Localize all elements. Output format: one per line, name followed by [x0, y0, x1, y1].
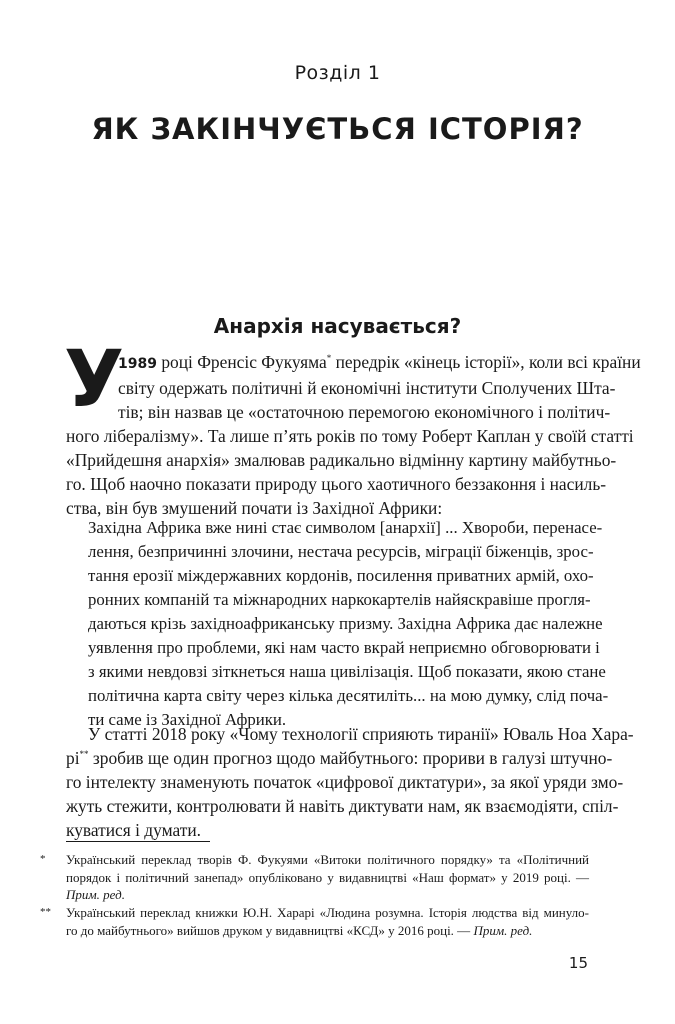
footnote-mark: *: [40, 853, 46, 865]
quote-line: лення, безпричинні злочини, нестача ресурсів, міграції біженців, зрос-: [88, 542, 594, 561]
footnote-line: [66, 886, 589, 904]
quote-line: Західна Африка вже нині стає символом [анархії] ... Хвороби, перенасе-: [88, 518, 603, 537]
harari-line-3: го інтелекту знаменують початок «цифрової диктатури», за якої уряди змо-: [66, 772, 624, 792]
footnote-line: Український переклад творів Ф. Фукуями «Витоки політичного порядку» та «Політичний: [66, 852, 589, 867]
harari-line-5: куватися і думати.: [66, 820, 202, 840]
intro-line-1-after: передрік «кінець історії», коли всі країни: [331, 352, 641, 372]
quote-line: з якими невдовзі зіткнеться наша цивілізація. Щоб показати, якою стане: [88, 662, 606, 681]
chapter-label: Розділ 1: [294, 62, 381, 84]
footnote-line: порядок і політичний занепад» опубліковано у видавництві «Наш формат» у 2019 році. —: [66, 869, 589, 885]
harari-line-2-text: зробив ще один прогноз щодо майбутнього: прориви в галузі штучно-: [88, 748, 613, 768]
quote-line: уявлення про проблеми, які нам часто вкрай неприємно обговорювати і: [88, 638, 600, 657]
footnote-note: Прим. ред.: [66, 887, 125, 902]
quote-line: тання ерозії міждержавних кордонів, посилення приватних армій, охо-: [88, 566, 594, 585]
footnote-note: Прим. ред.: [473, 922, 533, 938]
harari-line-1: У статті 2018 року «Чому технології сприяють тиранії» Юваль Ноа Хара-: [88, 724, 634, 744]
chapter-title: ЯК ЗАКІНЧУЄТЬСЯ ІСТОРІЯ?: [91, 112, 584, 146]
footnote-line: [66, 922, 589, 940]
footnote-separator: [66, 841, 210, 842]
footnote-ref-2[interactable]: **: [79, 749, 89, 760]
footnote-2: [40, 904, 589, 939]
footnote-mark: **: [40, 906, 51, 918]
harari-line-4: жуть стежити, контролювати й навіть диктувати нам, як взаємодіяти, спіл-: [66, 796, 619, 816]
footnote-line: Український переклад книжки Ю.Н. Харарі «Людина розумна. Історія людства від минуло-: [66, 905, 589, 920]
drop-cap: У: [64, 335, 125, 425]
section-title: Анархія насувається?: [213, 314, 462, 338]
footnote-ref-1[interactable]: *: [326, 353, 332, 364]
intro-year: 1989: [118, 356, 157, 372]
intro-line-6: го. Щоб наочно показати природу цього хаотичного беззаконня і насиль-: [66, 474, 607, 494]
intro-line-3: тів; він назвав це «остаточною перемогою економічного і політич-: [118, 402, 611, 422]
quote-line: ронних компаній та міжнародних наркокартелів найяскравіше прогля-: [88, 590, 591, 609]
footnote-1: [40, 851, 589, 904]
footnote-text: го до майбутнього» вийшов друком у видавництві «КСД» у 2016 році. —: [66, 922, 474, 938]
page-number: 15: [568, 954, 588, 972]
intro-line-5: «Прийдешня анархія» змалював радикально відмінну картину майбутньо-: [66, 450, 617, 470]
quote-line: політична карта світу через кілька десятиліть... на мою думку, слід поча-: [88, 686, 609, 705]
intro-paragraph: [66, 350, 641, 520]
harari-line-2: [66, 746, 613, 770]
quote-line: ти саме із Західної Африки.: [88, 710, 287, 729]
intro-line-4: ного лібералізму». Та лише п’ять років по тому Роберт Каплан у своїй статті: [66, 426, 634, 446]
harari-line-2-start: рі: [66, 748, 80, 768]
intro-line-2: світу одержать політичні й економічні інститути Сполучених Шта-: [118, 378, 616, 398]
intro-line-1: [66, 350, 641, 376]
block-quote: [88, 516, 609, 732]
intro-line-1-text: році Френсіс Фукуяма: [156, 352, 327, 372]
harari-paragraph: [66, 722, 634, 842]
intro-line-7: ства, він був змушений почати із Західної Африки:: [66, 498, 443, 518]
quote-line: даються крізь західноафриканську призму. Західна Африка дає належне: [88, 614, 603, 633]
